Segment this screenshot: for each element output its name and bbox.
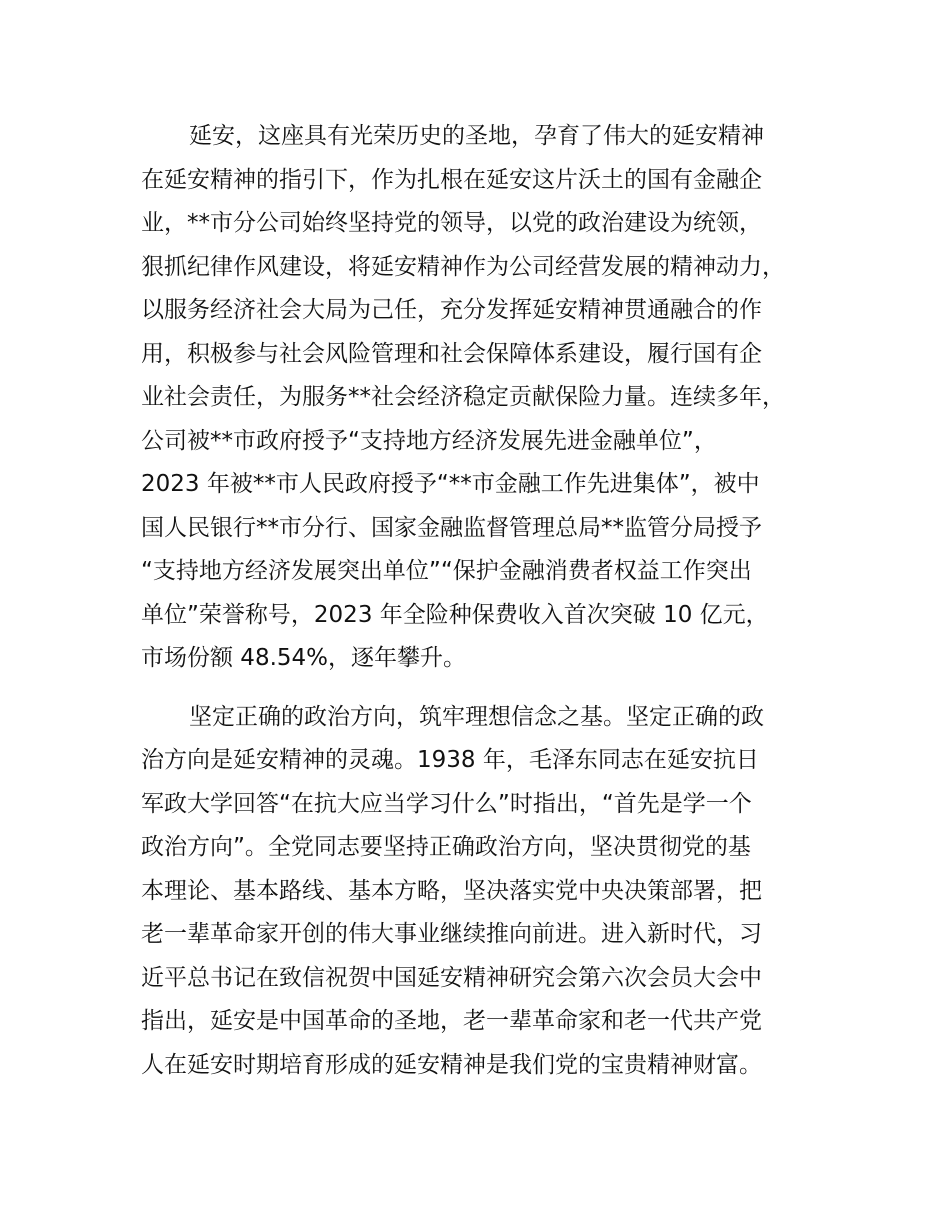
paragraph-line: 狠抓纪律作风建设，将延安精神作为公司经营发展的精神动力，	[141, 253, 785, 280]
paragraph-political-direction	[141, 696, 841, 1088]
paragraph-line: 在延安精神的指引下，作为扎根在延安这片沃土的国有金融企	[141, 166, 762, 193]
paragraph-line: 延安，这座具有光荣历史的圣地，孕育了伟大的延安精神	[189, 123, 764, 149]
paragraph-line: 军政大学回答“在抗大应当学习什么”时指出，“首先是学一个	[141, 790, 752, 817]
paragraph-line: 本理论、基本路线、基本方略，坚决落实党中央决策部署，把	[141, 877, 762, 904]
paragraph-yanan-spirit-intro	[141, 115, 841, 681]
paragraph-line: 公司被**市政府授予“支持地方经济发展先进金融单位”，	[141, 427, 717, 454]
paragraph-line: 政治方向”。全党同志要坚持正确政治方向，坚决贯彻党的基	[141, 834, 751, 860]
paragraph-line: “支持地方经济发展突出单位”“保护金融消费者权益工作突出	[141, 558, 752, 584]
paragraph-line: 指出，延安是中国革命的圣地，老一辈革命家和老一代共产党	[141, 1008, 762, 1034]
paragraph-line: 市场份额 48.54%，逐年攀升。	[141, 645, 467, 671]
paragraph-line: 国人民银行**市分行、国家金融监督管理总局**监管分局授予	[141, 514, 762, 541]
paragraph-line: 人在延安时期培育形成的延安精神是我们党的宝贵精神财富。	[141, 1051, 762, 1078]
paragraph-line: 治方向是延安精神的灵魂。1938 年，毛泽东同志在延安抗日	[141, 747, 759, 773]
paragraph-line: 2023 年被**市人民政府授予“**市金融工作先进集体”，被中	[141, 471, 760, 497]
paragraph-line: 老一辈革命家开创的伟大事业继续推向前进。进入新时代，习	[141, 921, 762, 947]
paragraph-line: 业社会责任，为服务**社会经济稳定贡献保险力量。连续多年，	[141, 384, 785, 410]
paragraph-line: 以服务经济社会大局为己任，充分发挥延安精神贯通融合的作	[141, 297, 762, 323]
paragraph-line: 坚定正确的政治方向，筑牢理想信念之基。坚定正确的政	[189, 703, 764, 730]
paragraph-line: 单位”荣誉称号，2023 年全险种保费收入首次突破 10 亿元，	[141, 601, 769, 628]
paragraph-line: 业，**市分公司始终坚持党的领导，以党的政治建设为统领，	[141, 210, 762, 236]
paragraph-line: 近平总书记在致信祝贺中国延安精神研究会第六次会员大会中	[141, 964, 762, 991]
paragraph-line: 用，积极参与社会风险管理和社会保障体系建设，履行国有企	[141, 340, 762, 367]
document-body	[141, 115, 841, 1087]
